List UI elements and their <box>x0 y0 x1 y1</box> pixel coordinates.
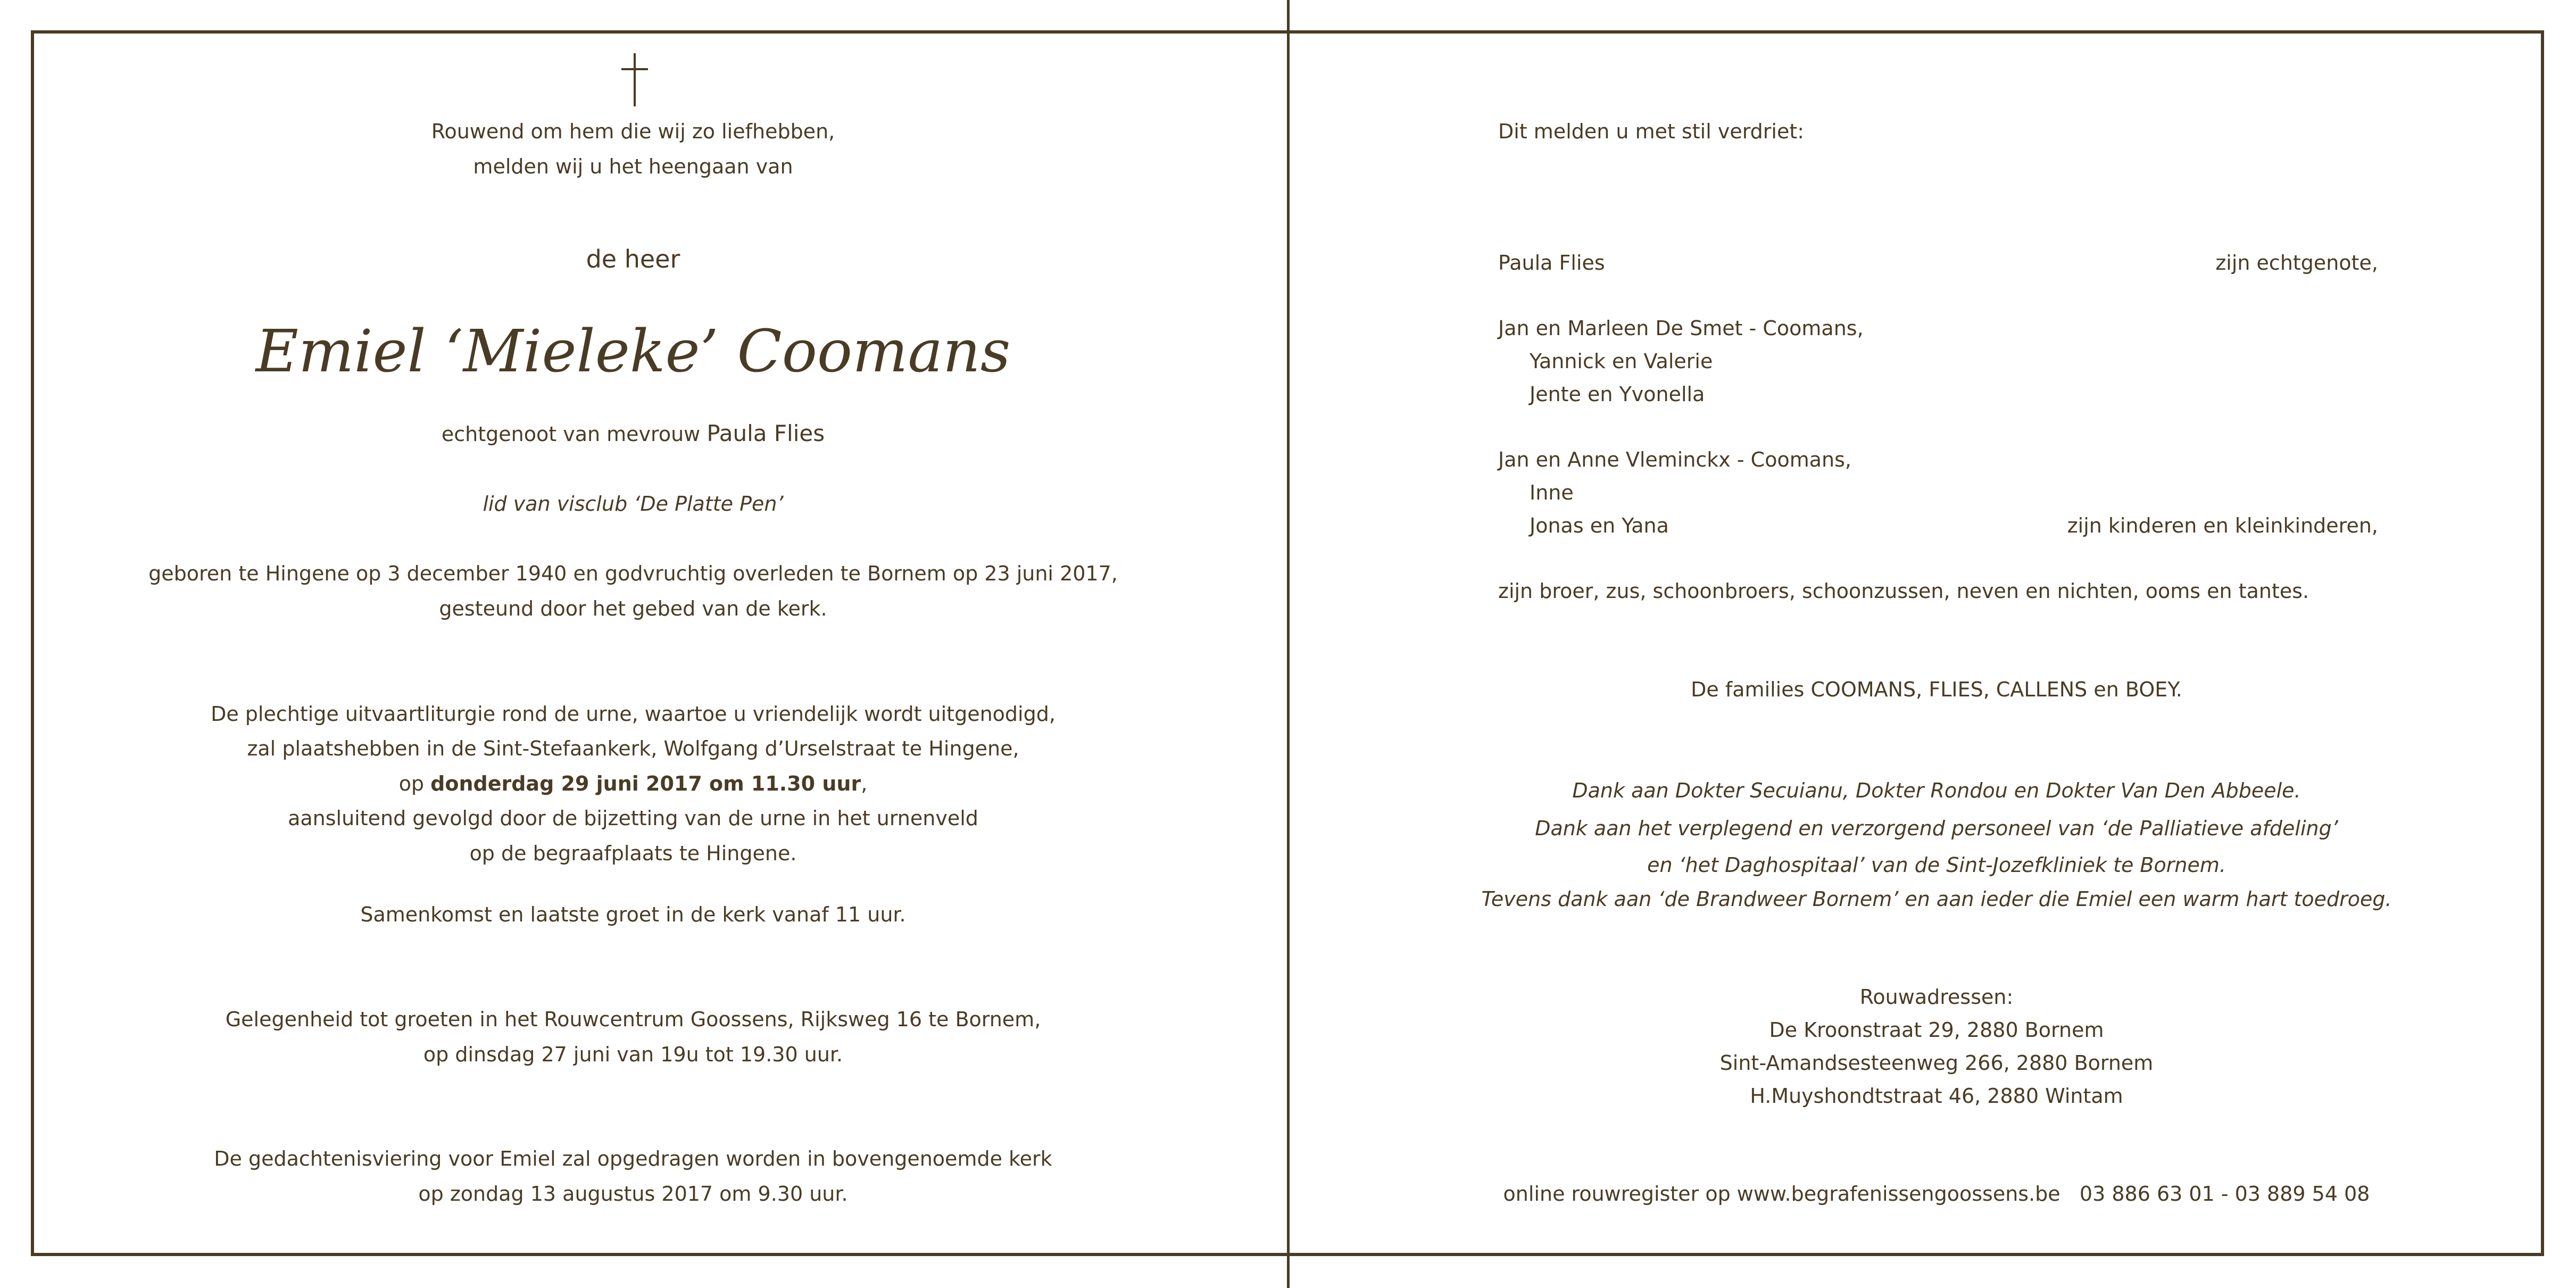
family-2-child-a: Inne <box>1530 481 1574 504</box>
supported-line: gesteund door het gebed van de kerk. <box>439 597 827 620</box>
funeral-line-5: op de begraafplaats te Hingene. <box>469 842 797 865</box>
intro-line-1: Rouwend om hem die wij zo liefhebben, <box>431 120 835 143</box>
thanks-line-2: Dank aan het verplegend en verzorgend personeel van ‘de Palliatieve afdeling’ <box>1535 817 2338 840</box>
funeral-op: op <box>398 772 425 795</box>
spouse-line <box>32 420 1234 447</box>
family-1-child-a: Yannick en Valerie <box>1530 350 1713 373</box>
spouse-prefix: echtgenoot van mevrouw <box>441 422 701 446</box>
address-1: De Kroonstraat 29, 2880 Bornem <box>1769 1018 2104 1042</box>
funeral-date-line <box>32 770 1234 797</box>
thanks-line-1: Dank aan Dokter Secuianu, Dokter Rondou en Dokter Van Den Abbeele. <box>1572 779 2301 802</box>
memorial-line-1: De gedachtenisviering voor Emiel zal opgedragen worden in bovengenoemde kerk <box>214 1147 1052 1170</box>
funeral-comma: , <box>861 772 868 795</box>
announce-line: Dit melden u met stil verdriet: <box>1498 120 1805 143</box>
club-line: lid van visclub ‘De Platte Pen’ <box>483 492 784 516</box>
fold-line <box>1287 0 1290 1288</box>
wife-role: zijn echtgenote, <box>2215 251 2378 275</box>
funeral-line-1: De plechtige uitvaartliturgie rond de urne, waartoe u vriendelijk wordt uitgenodigd, <box>211 702 1056 726</box>
family-1: Jan en Marleen De Smet - Coomans, <box>1498 317 1864 340</box>
greet-line-2: op dinsdag 27 juni van 19u tot 19.30 uur. <box>423 1043 843 1066</box>
addresses-title: Rouwadressen: <box>1859 985 2014 1009</box>
intro-line-2: melden wij u het heengaan van <box>473 155 793 178</box>
greet-line-1: Gelegenheid tot groeten in het Rouwcentrum Goossens, Rijksweg 16 te Bornem, <box>225 1008 1041 1031</box>
cross-icon <box>621 53 648 106</box>
born-line: geboren te Hingene op 3 december 1940 en godvruchtig overleden te Bornem op 23 juni 2017, <box>148 562 1118 585</box>
family-1-child-b: Jente en Yvonella <box>1530 383 1705 406</box>
thanks-line-4: Tevens dank aan ‘de Brandweer Bornem’ en aan ieder die Emiel een warm hart toedroeg. <box>1481 887 2392 911</box>
memorial-line-2: op zondag 13 augustus 2017 om 9.30 uur. <box>418 1182 848 1206</box>
gathering-line: Samenkomst en laatste groet in de kerk vanaf 11 uur. <box>360 903 906 926</box>
children-role: zijn kinderen en kleinkinderen, <box>2067 514 2378 537</box>
funeral-line-4: aansluitend gevolgd door de bijzetting van de urne in het urnenveld <box>288 807 978 830</box>
thanks-line-3: en ‘het Daghospitaal’ van de Sint-Jozefkliniek te Bornem. <box>1647 853 2226 877</box>
address-2: Sint-Amandsesteenweg 266, 2880 Bornem <box>1719 1051 2154 1075</box>
wife-name: Paula Flies <box>1498 251 1605 275</box>
funeral-line-2: zal plaatshebben in de Sint-Stefaankerk, Wolfgang d’Urselstraat te Hingene, <box>247 737 1019 760</box>
family-2: Jan en Anne Vleminckx - Coomans, <box>1498 448 1851 471</box>
address-3: H.Muyshondtstraat 46, 2880 Wintam <box>1750 1084 2123 1108</box>
families-line: De families COOMANS, FLIES, CALLENS en BOEY. <box>1691 678 2182 701</box>
salutation: de heer <box>586 245 680 273</box>
deceased-name: Emiel ‘Mieleke’ Coomans <box>255 317 1011 385</box>
relatives-line: zijn broer, zus, schoonbroers, schoonzussen, neven en nichten, ooms en tantes. <box>1498 579 2309 603</box>
funeral-date: donderdag 29 juni 2017 om 11.30 uur <box>430 772 861 795</box>
family-2-child-b: Jonas en Yana <box>1530 514 1669 537</box>
online-register-line: online rouwregister op www.begrafenissengoossens.be 03 886 63 01 - 03 889 54 08 <box>1503 1182 2370 1206</box>
spouse-name: Paula Flies <box>707 420 825 446</box>
